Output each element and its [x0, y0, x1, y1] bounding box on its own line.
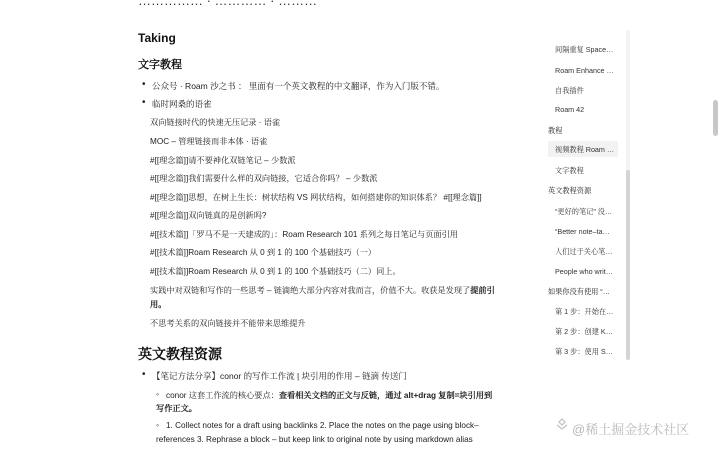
list-item-text: 公众号 · Roam 沙之书 ： 里面有一个英文教程的中文翻译，作为入门版不错。 — [152, 81, 445, 91]
toc-item[interactable]: Roam 42 — [555, 105, 585, 114]
sub-item-bold-text: 查看相关文档的正文与反链，通过 alt+drag 复制=块引用到写作正文。 — [156, 391, 493, 413]
sub-item-text: 1. Collect notes for a draft using backlinks 2. Place the notes on the page using block–references 3. Rephrase a block – but keep link to original note by using markdown alias — [156, 421, 479, 444]
link-item[interactable]: #[[理念篇]]双向链真的是创新吗? — [150, 211, 267, 220]
list-item[interactable] — [142, 98, 212, 110]
cut-off-previous-line: …………… · ………… · ……… — [138, 0, 318, 8]
sub-item-text: conor 这套工作流的核心要点： — [166, 391, 279, 400]
table-of-contents — [540, 0, 622, 358]
list-item[interactable] — [142, 370, 407, 382]
list-item[interactable] — [142, 80, 444, 92]
sub-list-item — [156, 419, 500, 447]
toc-item[interactable]: 自我插件 — [555, 86, 584, 95]
list-item-text: 临时网桑的语雀 — [152, 99, 212, 109]
toc-item[interactable]: 人们过于关心笔… — [555, 247, 613, 256]
toc-item[interactable]: 第 3 步：使用 S… — [555, 347, 613, 356]
toc-item[interactable]: 第 2 步：创建 K… — [555, 327, 613, 336]
list-item-text: 【笔记方法分享】conor 的写作工作流 | 块引用的作用 – 链滴 传送门 — [152, 371, 407, 381]
toc-heading[interactable]: 英文教程资源 — [548, 186, 592, 195]
toc-scrollbar[interactable] — [626, 30, 630, 360]
heading-text-tutorials: 文字教程 — [138, 59, 182, 71]
heading-en-resources: 英文教程资源 — [138, 346, 222, 362]
toc-item[interactable]: “Better note–ta… — [555, 227, 610, 236]
toc-item[interactable]: “更好的笔记” 没… — [555, 207, 613, 216]
toc-item[interactable]: 间隔重复 Space… — [555, 45, 614, 54]
link-item[interactable]: 双向链接时代的快速无压记录 · 语雀 — [150, 118, 281, 127]
toc-heading[interactable]: 如果你没有使用 “… — [548, 287, 610, 296]
page-scrollbar-thumb[interactable] — [713, 100, 718, 136]
juejin-logo-icon — [555, 418, 569, 432]
paragraph-text: 实践中对双链和写作的一些思考 – 链滴绝大部分内容对我而言，价值不大。收获是发现了 — [150, 286, 471, 295]
link-item[interactable]: #[[理念篇]]我们需要什么样的双向链接，它适合你吗？ – 少数派 — [150, 174, 378, 183]
link-item[interactable]: #[[理念篇]]思想，在树上生长：树状结构 VS 网状结构，如何搭建你的知识体系？ #[[理念篇]] — [150, 193, 482, 202]
link-item[interactable]: 不思考关系的双向链接并不能带来思维提升 — [150, 319, 306, 328]
toc-item[interactable]: 第 1 步：开始在… — [555, 307, 614, 316]
link-item[interactable]: MOC – 管理链接而非本体 · 语雀 — [150, 137, 268, 146]
section-title: Taking — [138, 31, 176, 45]
sub-list-item — [156, 389, 496, 415]
toc-item[interactable]: 文字教程 — [555, 166, 584, 175]
link-item[interactable]: #[[技术篇]]Roam Research 从 0 到 1 的 100 个基础技巧（一） — [150, 248, 377, 257]
watermark: @稀土掘金技术社区 — [572, 422, 690, 437]
toc-heading[interactable]: 教程 — [548, 126, 563, 135]
toc-item-active[interactable]: 视频教程 Roam … — [555, 145, 615, 154]
link-item[interactable]: #[[技术篇]]「罗马不是一天建成的」：Roam Research 101 系列之每日笔记与页面引用 — [150, 230, 458, 239]
paragraph-reflection — [150, 284, 506, 312]
paragraph-bold-text: 提前引用。 — [150, 286, 495, 309]
toc-item[interactable]: People who writ… — [555, 267, 613, 276]
toc-scrollbar-thumb[interactable] — [626, 170, 630, 360]
link-item[interactable]: #[[技术篇]]Roam Research 从 0 到 1 的 100 个基础技巧（二）同上。 — [150, 267, 401, 276]
toc-item[interactable]: Roam Enhance … — [555, 66, 614, 75]
link-item[interactable]: #[[理念篇]]请不要神化双链笔记 – 少数派 — [150, 156, 296, 165]
